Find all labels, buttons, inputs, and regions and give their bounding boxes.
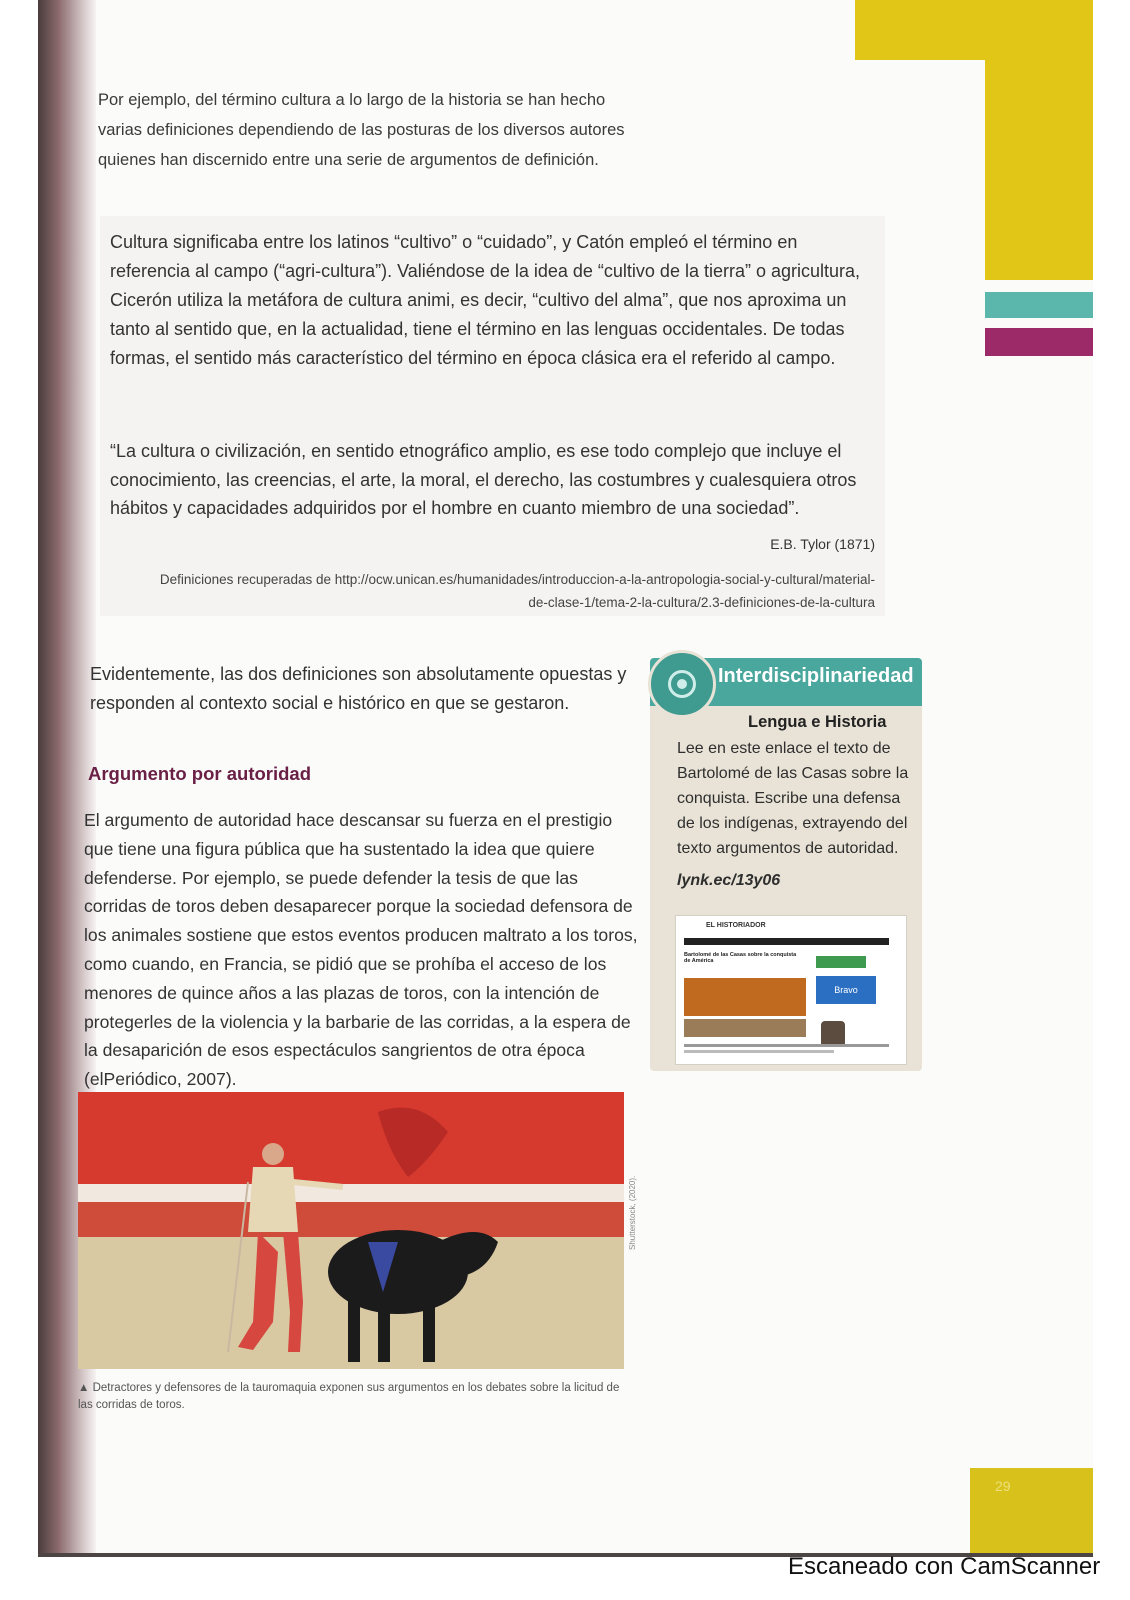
definition-tylor: “La cultura o civilización, en sentido etnográfico amplio, es ese todo complejo que incluye el conocimiento, las creencias, el arte, la moral, el derecho, las costumbres y cualesquiera otros hábitos y capacidades adquiridos por el hombre en cuanto miembro de una sociedad”.	[110, 441, 857, 518]
page-number: 29	[995, 1478, 1011, 1494]
scanner-watermark: Escaneado con CamScanner	[788, 1553, 1101, 1580]
interdisciplinary-subtitle: Lengua e Historia	[748, 713, 887, 731]
thumbnail-text-line	[684, 1050, 834, 1053]
interdisciplinary-body: Lee en este enlace el texto de Bartolomé de las Casas sobre la conquista. Escribe una defensa de los indígenas, extrayendo del texto argumentos de autoridad.	[677, 740, 909, 857]
intro-paragraph: Por ejemplo, del término cultura a lo largo de la historia se han hecho varias definiciones dependiendo de las posturas de los diversos autores quienes han discernido entre una serie de argumentos de definición.	[98, 91, 625, 169]
page-number-tab	[970, 1468, 1093, 1553]
definitions-source: Definiciones recuperadas de http://ocw.unican.es/humanidades/introduccion-a-la-antropologia-social-y-cultural/material-de-clase-1/tema-2-la-cultura/2.3-definiciones-de-la-cultura	[159, 572, 875, 610]
interdisciplinary-link[interactable]: lynk.ec/13y06	[677, 872, 781, 889]
definition-latin: Cultura significaba entre los latinos “cultivo” o “cuidado”, y Catón empleó el término en referencia al campo (“agri-cultura”). Valiéndose de la idea de “cultivo de la tierra” o agricultura, Cicerón utiliza la metáfora de cultura animi, es decir, “cultivo del alma”, que nos aproxima un tanto al sentido que, en la actualidad, tiene el término en las lenguas occidentales. De todas formas, el sentido más característico del término en época clásica era el referido al campo.	[110, 232, 861, 368]
thumbnail-headline: Bartolomé de las Casas sobre la conquista de América	[684, 952, 797, 964]
comparison-paragraph: Evidentemente, las dos definiciones son absolutamente opuestas y responden al contexto social e histórico en que se gestaron.	[90, 664, 627, 713]
yellow-tab-side	[985, 58, 1093, 280]
thumbnail-green-badge	[816, 956, 866, 968]
bullfight-photo	[78, 1092, 624, 1369]
thumbnail-logo: EL HISTORIADOR	[706, 922, 766, 929]
photo-caption: ▲ Detractores y defensores de la tauromaquia exponen sus argumentos en los debates sobre la licitud de las corridas de toros.	[78, 1382, 620, 1411]
photo-credit: Shutterstock, (2020).	[628, 1175, 637, 1250]
thumbnail-banner	[684, 1019, 806, 1037]
thumbnail-navbar	[684, 938, 889, 945]
teal-tab	[985, 292, 1093, 318]
thumbnail-text-line	[684, 1044, 889, 1047]
target-icon	[648, 650, 716, 718]
yellow-tab-top	[855, 0, 1093, 60]
website-thumbnail	[675, 915, 907, 1065]
thumbnail-painting	[684, 978, 806, 1016]
quote-attribution: E.B. Tylor (1871)	[770, 536, 875, 552]
thumbnail-button: Bravo	[816, 976, 876, 1004]
interdisciplinary-title: Interdisciplinariedad	[718, 665, 914, 687]
section-heading: Argumento por autoridad	[88, 763, 312, 784]
authority-paragraph: El argumento de autoridad hace descansar su fuerza en el prestigio que tiene una figura pública que ha sustentado la idea que quiere defenderse. Por ejemplo, se puede defender la tesis de que las corridas de toros deben desaparecer porque la sociedad defensora de los animales sostiene que estos eventos producen maltrato a los toros, como cuando, en Francia, se pidió que se prohíba el acceso de los menores de quince años a las plazas de toros, con la intención de protegerles de la violencia y la barbarie de las corridas, a la espera de la desaparición de esos espectáculos sangrientos de otra época (elPeriódico, 2007).	[84, 810, 638, 1090]
target-dot	[677, 679, 687, 689]
magenta-tab	[985, 328, 1093, 356]
